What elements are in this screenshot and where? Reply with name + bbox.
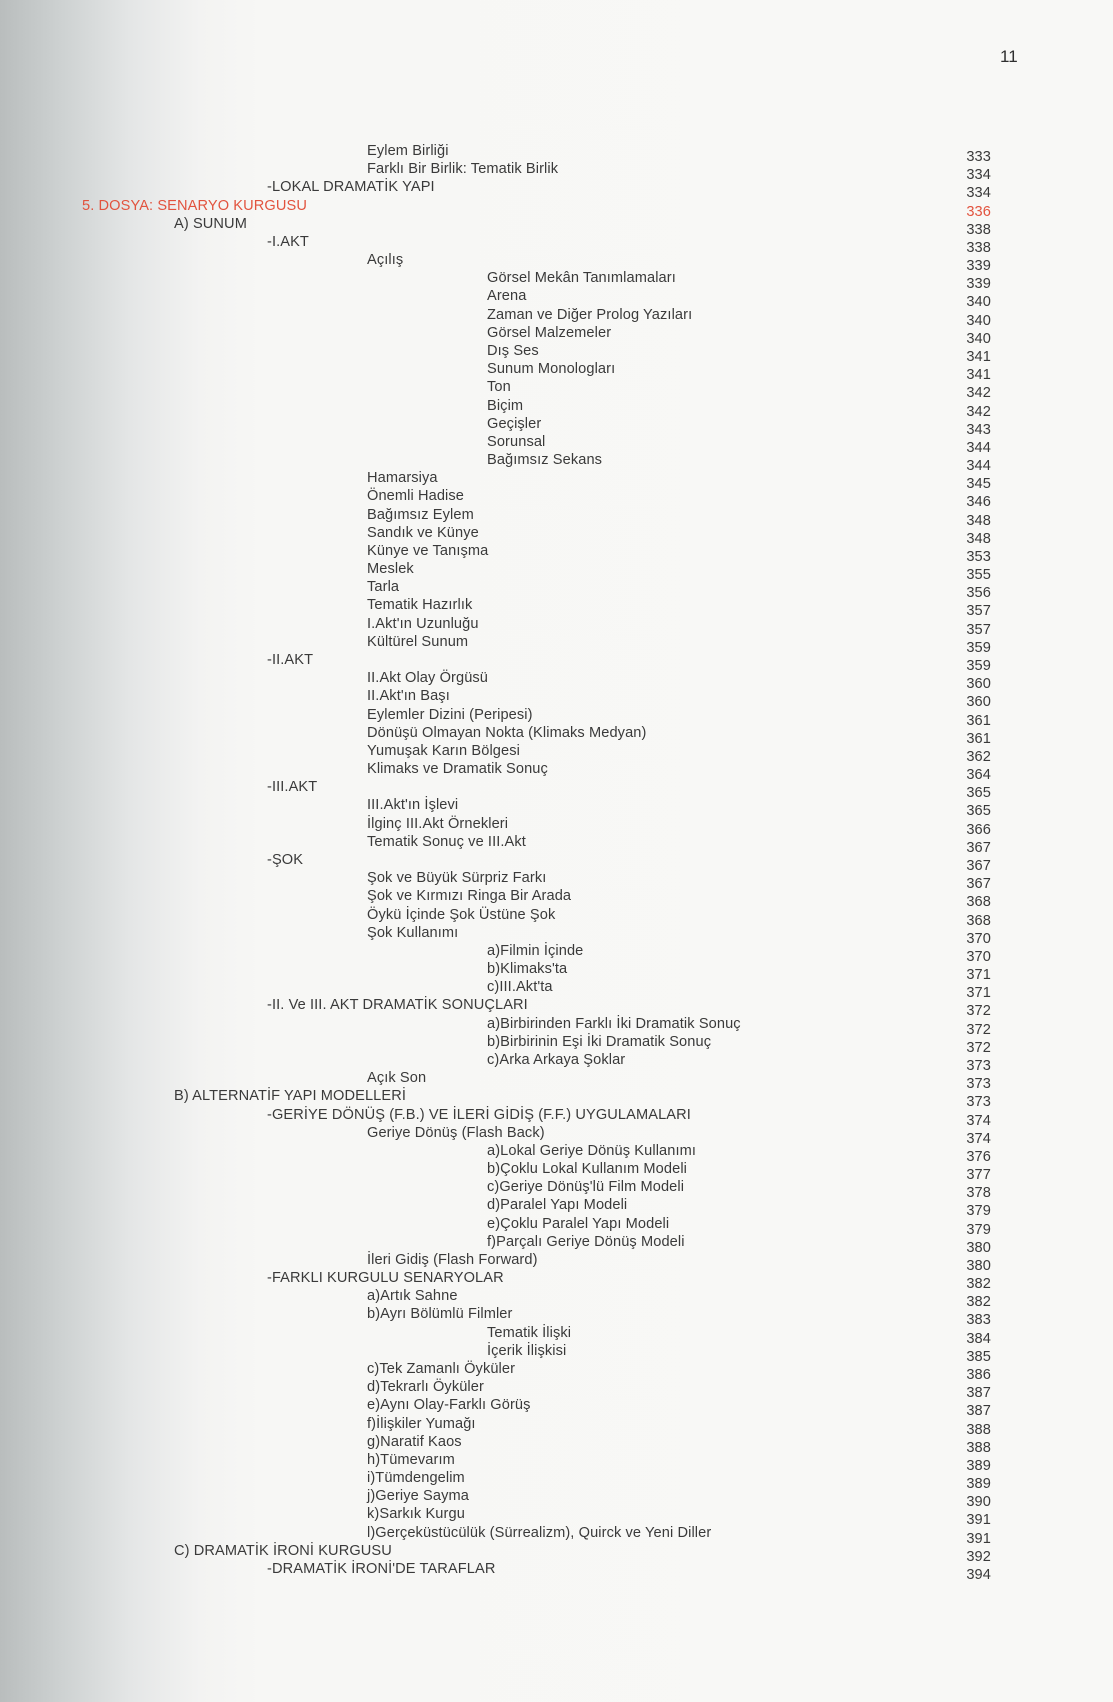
toc-entry (0, 197, 1113, 220)
toc-entry (0, 706, 1113, 729)
toc-entry-page: 391 (966, 1530, 991, 1547)
toc-entry (0, 1505, 1113, 1529)
toc-entry-page: 382 (966, 1276, 991, 1293)
toc-entry-page: 359 (966, 639, 991, 656)
toc-entry-page: 387 (966, 1385, 991, 1402)
toc-entry (0, 451, 1113, 475)
toc-entry-title: Dönüşü Olmayan Nokta (Klimaks Medyan) (367, 724, 647, 741)
toc-entry (0, 560, 1113, 584)
toc-entry-title: c)Arka Arkaya Şoklar (487, 1051, 626, 1068)
toc-entry-page: 372 (966, 1021, 991, 1038)
toc-entry (0, 833, 1113, 856)
toc-entry-page: 364 (966, 767, 991, 784)
toc-entry-title: Farklı Bir Birlik: Tematik Birlik (367, 161, 559, 178)
toc-entry (0, 778, 1113, 802)
toc-entry-page: 336 (966, 203, 991, 220)
toc-entry-title: Klimaks ve Dramatik Sonuç (367, 761, 548, 778)
toc-entry (0, 1415, 1113, 1438)
toc-entry-page: 394 (966, 1567, 991, 1583)
toc-entry-title: l)Gerçeküstücülük (Sürrealizm), Quirck ve Yeni Diller (367, 1524, 712, 1541)
toc-entry-page: 340 (966, 312, 991, 329)
toc-entry-title: Eylem Birliği (367, 143, 449, 159)
toc-entry-page: 360 (966, 676, 991, 693)
toc-entry-title: Sunum Monologları (487, 361, 616, 378)
toc-entry-title: Şok ve Büyük Sürpriz Farkı (367, 870, 547, 887)
toc-entry-title: İlginç III.Akt Örnekleri (367, 815, 509, 832)
toc-entry (0, 1378, 1113, 1402)
toc-entry-title: e)Çoklu Paralel Yapı Modeli (487, 1215, 670, 1232)
toc-entry-title: -DRAMATİK İRONİ'DE TARAFLAR (267, 1561, 496, 1577)
toc-entry-title: Geçişler (487, 415, 542, 432)
toc-entry-page: 341 (966, 367, 991, 384)
toc-entry-title: İçerik İlişkisi (487, 1342, 567, 1359)
toc-entry-page: 365 (966, 803, 991, 820)
toc-entry-page: 383 (966, 1312, 991, 1329)
toc-entry (0, 1087, 1113, 1111)
toc-entry (0, 742, 1113, 765)
toc-entry (0, 815, 1113, 838)
toc-entry-title: -GERİYE DÖNÜŞ (F.B.) VE İLERİ GİDİŞ (F.F.) UYGULAMALARI (267, 1106, 691, 1123)
toc-entry (0, 469, 1113, 493)
toc-entry-title: h)Tümevarım (367, 1451, 455, 1468)
toc-entry-title: Ton (487, 379, 511, 396)
toc-entry (0, 415, 1113, 438)
toc-entry-title: e)Aynı Olay-Farklı Görüş (367, 1397, 531, 1414)
toc-entry (0, 251, 1113, 275)
toc-entry-title: -ŞOK (267, 852, 304, 868)
toc-entry-page: 355 (966, 567, 991, 584)
toc-entry (0, 960, 1113, 984)
toc-entry-title: I.Akt'ın Uzunluğu (367, 615, 479, 632)
toc-entry-page: 334 (966, 185, 991, 202)
toc-entry-title: Yumuşak Karın Bölgesi (367, 742, 520, 759)
toc-entry (0, 397, 1113, 420)
toc-entry-page: 378 (966, 1185, 991, 1202)
toc-entry-title: Tematik Hazırlık (367, 597, 473, 614)
toc-entry-title: k)Sarkık Kurgu (367, 1506, 465, 1523)
toc-entry-title: C) DRAMATİK İRONİ KURGUSU (174, 1542, 392, 1559)
toc-entry (0, 1215, 1113, 1238)
toc-entry (0, 1287, 1113, 1311)
toc-entry-page: 344 (966, 439, 991, 456)
toc-entry (0, 1124, 1113, 1147)
toc-entry-page: 346 (966, 494, 991, 511)
toc-entry-page: 365 (966, 785, 991, 802)
toc-entry-page: 373 (966, 1076, 991, 1093)
toc-entry-page: 379 (966, 1221, 991, 1238)
toc-entry-page: 389 (966, 1457, 991, 1474)
toc-entry-page: 333 (966, 149, 991, 165)
page-number: 11 (1000, 47, 1018, 66)
toc-entry-title: Görsel Malzemeler (487, 324, 612, 341)
toc-entry (0, 906, 1113, 929)
toc-entry-page: 361 (966, 730, 991, 747)
toc-entry (0, 1069, 1113, 1093)
toc-entry-title: a)Artık Sahne (367, 1288, 458, 1305)
toc-entry (0, 324, 1113, 347)
toc-entry-page: 366 (966, 821, 991, 838)
toc-entry-page: 359 (966, 658, 991, 675)
toc-entry-title: c)III.Akt'ta (487, 979, 553, 996)
toc-entry-title: Açık Son (367, 1070, 427, 1087)
toc-entry (0, 996, 1113, 1020)
toc-entry-page: 367 (966, 839, 991, 856)
toc-entry (0, 796, 1113, 820)
toc-entry (0, 360, 1113, 384)
toc-entry (0, 596, 1113, 620)
toc-entry-title: Öykü İçinde Şok Üstüne Şok (367, 906, 556, 923)
toc-entry-title: Şok Kullanımı (367, 924, 459, 941)
toc-entry (0, 1469, 1113, 1493)
toc-entry (0, 1106, 1113, 1129)
toc-entry-page: 380 (966, 1239, 991, 1256)
toc-entry (0, 269, 1113, 293)
toc-entry (0, 1015, 1113, 1038)
toc-entry-page: 388 (966, 1421, 991, 1438)
toc-entry-page: 353 (966, 548, 991, 565)
toc-entry-page: 371 (966, 985, 991, 1002)
toc-entry (0, 887, 1113, 911)
toc-entry (0, 287, 1113, 311)
toc-entry-page: 341 (966, 348, 991, 365)
toc-entry (0, 1342, 1113, 1365)
toc-entry-title: İleri Gidiş (Flash Forward) (367, 1251, 538, 1268)
toc-entry (0, 978, 1113, 1002)
toc-entry (0, 869, 1113, 893)
toc-entry-page: 379 (966, 1203, 991, 1220)
toc-entry-title: -III.AKT (267, 779, 318, 796)
toc-entry-title: Hamarsiya (367, 470, 438, 487)
toc-entry (0, 433, 1113, 456)
toc-entry-title: Kültürel Sunum (367, 633, 469, 650)
toc-entry-title: b)Çoklu Lokal Kullanım Modeli (487, 1161, 688, 1178)
toc-entry-page: 377 (966, 1167, 991, 1184)
toc-entry-page: 390 (966, 1494, 991, 1511)
toc-entry-title: Açılış (367, 252, 404, 269)
toc-entry-page: 357 (966, 603, 991, 620)
toc-entry-page: 339 (966, 276, 991, 293)
toc-entry-title: II.Akt Olay Örgüsü (367, 670, 489, 687)
toc-entry (0, 542, 1113, 565)
toc-entry-title: b)Birbirinin Eşi İki Dramatik Sonuç (487, 1033, 712, 1050)
toc-entry-title: -I.AKT (267, 233, 309, 250)
toc-entry-page: 356 (966, 585, 991, 602)
toc-entry-page: 367 (966, 876, 991, 893)
toc-entry-title: -II.AKT (267, 652, 314, 669)
toc-entry-title: Bağımsız Sekans (487, 452, 603, 469)
toc-entry-title: 5. DOSYA: SENARYO KURGUSU (82, 197, 307, 214)
toc-entry (0, 1451, 1113, 1474)
toc-entry (0, 1196, 1113, 1220)
toc-entry (0, 924, 1113, 947)
toc-entry-title: Şok ve Kırmızı Ringa Bir Arada (367, 888, 572, 905)
toc-entry-page: 344 (966, 458, 991, 475)
toc-entry-title: a)Birbirinden Farklı İki Dramatik Sonuç (487, 1015, 741, 1032)
toc-entry-title: f)İlişkiler Yumağı (367, 1415, 476, 1432)
toc-entry-title: Dış Ses (487, 342, 539, 359)
toc-entry-title: B) ALTERNATİF YAPI MODELLERİ (174, 1088, 407, 1105)
toc-entry-page: 362 (966, 748, 991, 765)
toc-entry-title: d)Tekrarlı Öyküler (367, 1379, 484, 1396)
toc-entry-title: -II. Ve III. AKT DRAMATİK SONUÇLARI (267, 997, 528, 1014)
toc-entry-page: 343 (966, 421, 991, 438)
toc-entry (0, 1051, 1113, 1074)
toc-entry (0, 1178, 1113, 1202)
toc-entry-title: f)Parçalı Geriye Dönüş Modeli (487, 1233, 685, 1250)
toc-entry-title: Görsel Mekân Tanımlamaları (487, 270, 676, 287)
toc-entry-page: 388 (966, 1439, 991, 1456)
toc-entry-title: g)Naratif Kaos (367, 1433, 462, 1450)
toc-entry (0, 178, 1113, 202)
toc-entry (0, 1160, 1113, 1184)
toc-entry-page: 374 (966, 1130, 991, 1147)
toc-entry (0, 1433, 1113, 1456)
toc-entry (0, 615, 1113, 638)
toc-entry-title: Tematik İlişki (487, 1324, 572, 1341)
toc-entry-page: 386 (966, 1367, 991, 1384)
toc-entry-title: Arena (487, 288, 527, 305)
toc-entry-title: Tarla (367, 579, 400, 596)
toc-entry-page: 342 (966, 385, 991, 402)
toc-entry-page: 373 (966, 1094, 991, 1111)
toc-entry (0, 1251, 1113, 1274)
toc-entry (0, 215, 1113, 238)
toc-entry (0, 669, 1113, 693)
toc-entry (0, 687, 1113, 711)
toc-entry (0, 1396, 1113, 1420)
toc-entry (0, 1560, 1113, 1583)
toc-entry-title: III.Akt'ın İşlevi (367, 797, 459, 814)
toc-entry-page: 334 (966, 167, 991, 184)
toc-entry (0, 1033, 1113, 1056)
toc-entry (0, 1524, 1113, 1547)
toc-entry (0, 760, 1113, 784)
toc-entry (0, 1542, 1113, 1565)
toc-entry (0, 160, 1113, 184)
toc-entry (0, 633, 1113, 656)
toc-entry-title: Biçim (487, 397, 524, 414)
toc-entry (0, 142, 1113, 165)
toc-entry-page: 368 (966, 894, 991, 911)
toc-entry-title: Eylemler Dizini (Peripesi) (367, 706, 533, 723)
toc-entry (0, 1233, 1113, 1256)
toc-entry-page: 357 (966, 621, 991, 638)
toc-entry-page: 345 (966, 476, 991, 493)
toc-entry-page: 368 (966, 912, 991, 929)
toc-entry-title: A) SUNUM (174, 215, 247, 232)
toc-entry-title: Geriye Dönüş (Flash Back) (367, 1124, 545, 1141)
toc-entry (0, 1305, 1113, 1329)
toc-entry (0, 233, 1113, 256)
toc-entry-title: Sandık ve Künye (367, 524, 479, 541)
toc-entry (0, 1142, 1113, 1165)
toc-entry-page: 373 (966, 1057, 991, 1074)
toc-entry-title: a)Filmin İçinde (487, 942, 584, 959)
toc-entry-page: 387 (966, 1403, 991, 1420)
toc-entry-page: 367 (966, 858, 991, 874)
toc-entry-title: Meslek (367, 561, 414, 578)
toc-entry-title: d)Paralel Yapı Modeli (487, 1197, 628, 1214)
toc-entry-title: Tematik Sonuç ve III.Akt (367, 833, 526, 850)
toc-entry (0, 851, 1113, 874)
toc-entry-title: j)Geriye Sayma (367, 1488, 469, 1505)
toc-entry-title: b)Ayrı Bölümlü Filmler (367, 1306, 513, 1323)
toc-entry-page: 389 (966, 1476, 991, 1493)
toc-entry-page: 372 (966, 1003, 991, 1020)
toc-entry (0, 487, 1113, 511)
toc-entry (0, 306, 1113, 329)
toc-entry (0, 578, 1113, 602)
toc-entry-title: Künye ve Tanışma (367, 542, 489, 559)
toc-entry-title: Önemli Hadise (367, 488, 465, 505)
toc-entry-title: II.Akt'ın Başı (367, 688, 450, 705)
toc-entry-page: 361 (966, 712, 991, 729)
toc-entry-page: 370 (966, 948, 991, 965)
toc-entry (0, 1360, 1113, 1384)
toc-entry-page: 348 (966, 512, 991, 529)
toc-entry-page: 340 (966, 330, 991, 347)
toc-entry-title: i)Tümdengelim (367, 1470, 465, 1487)
toc-entry (0, 724, 1113, 747)
toc-entry-title: c)Geriye Dönüş'lü Film Modeli (487, 1179, 685, 1196)
toc-entry (0, 1487, 1113, 1511)
toc-entry-title: Zaman ve Diğer Prolog Yazıları (487, 306, 693, 323)
toc-entry-page: 340 (966, 294, 991, 311)
toc-entry (0, 651, 1113, 675)
toc-entry (0, 1324, 1113, 1347)
toc-entry (0, 1269, 1113, 1293)
toc-entry-title: b)Klimaks'ta (487, 961, 568, 978)
toc-entry-page: 338 (966, 239, 991, 256)
toc-entry-page: 374 (966, 1112, 991, 1129)
toc-entry (0, 378, 1113, 402)
toc-entry-page: 348 (966, 530, 991, 547)
toc-entry-page: 338 (966, 221, 991, 238)
toc-entry-page: 370 (966, 930, 991, 947)
toc-entry-page: 360 (966, 694, 991, 711)
toc-entry (0, 524, 1113, 547)
toc-entry (0, 506, 1113, 529)
toc-entry-title: Bağımsız Eylem (367, 506, 474, 523)
toc-entry-title: c)Tek Zamanlı Öyküler (367, 1361, 516, 1378)
toc-entry-page: 380 (966, 1257, 991, 1274)
toc-entry (0, 342, 1113, 365)
toc-entry-page: 384 (966, 1330, 991, 1347)
toc-entry-page: 371 (966, 967, 991, 984)
toc-entry-title: Sorunsal (487, 433, 546, 450)
toc-entry-page: 339 (966, 258, 991, 275)
toc-entry-page: 342 (966, 403, 991, 420)
toc-entry-page: 372 (966, 1039, 991, 1056)
toc-entry-title: -FARKLI KURGULU SENARYOLAR (267, 1270, 504, 1287)
toc-entry (0, 942, 1113, 965)
toc-entry-page: 382 (966, 1294, 991, 1311)
toc-entry-title: -LOKAL DRAMATİK YAPI (267, 179, 435, 196)
toc-entry-title: a)Lokal Geriye Dönüş Kullanımı (487, 1142, 697, 1159)
toc-entry-page: 391 (966, 1512, 991, 1529)
toc-entry-page: 376 (966, 1148, 991, 1165)
toc-entry-page: 385 (966, 1348, 991, 1365)
toc-entry-page: 392 (966, 1548, 991, 1565)
